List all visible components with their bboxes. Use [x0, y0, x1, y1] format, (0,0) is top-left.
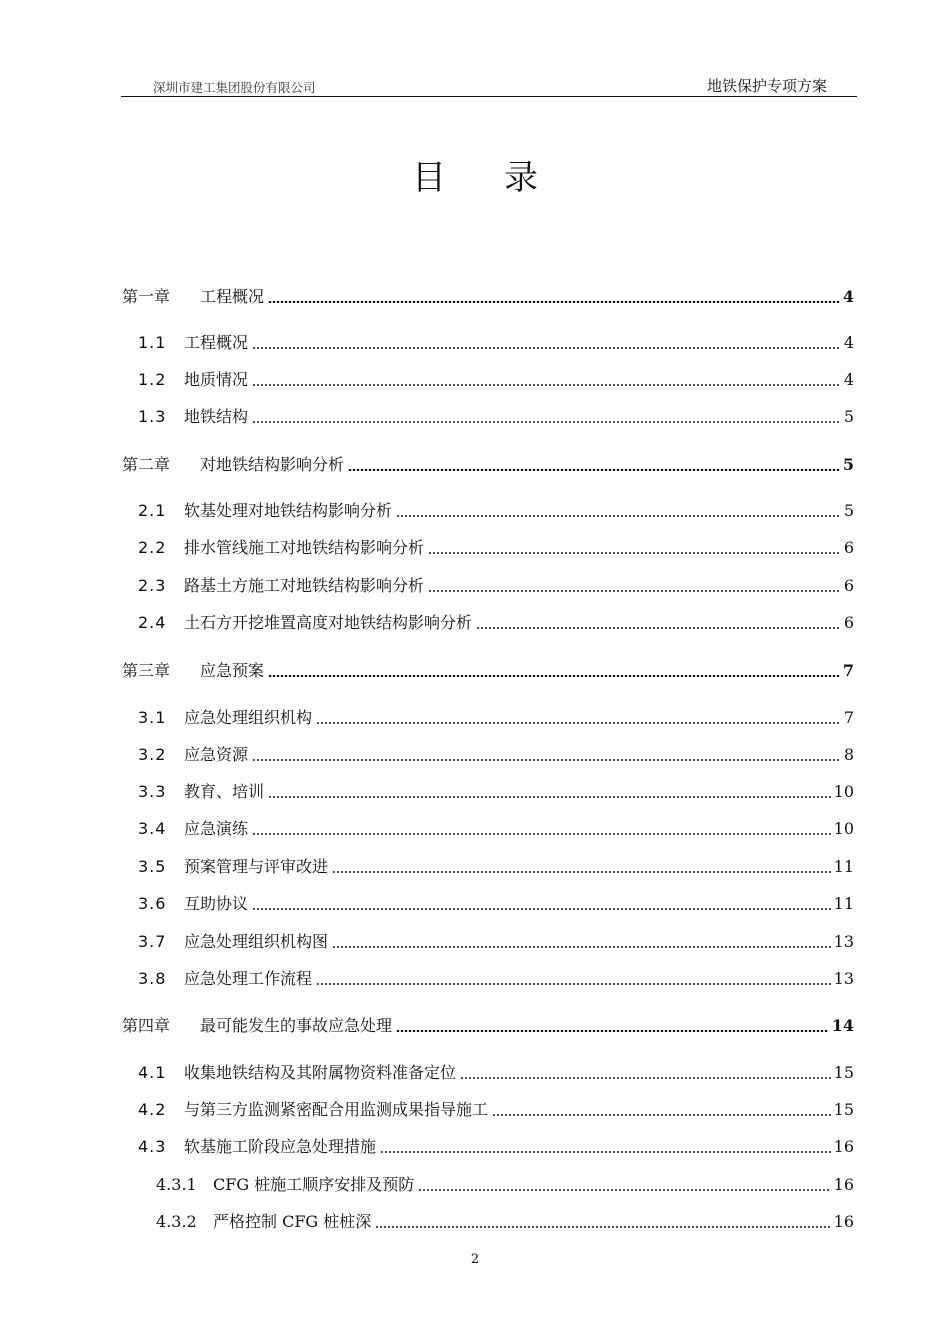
toc-subsection-entry[interactable]	[156, 1171, 854, 1195]
toc-dot-leader	[396, 1030, 829, 1032]
toc-dot-leader	[252, 384, 841, 386]
toc-entry-number: 第四章	[122, 1016, 171, 1035]
toc-entry-number: 3.8	[138, 969, 167, 988]
toc-entry-title: 路基土方施工对地铁结构影响分析	[184, 576, 425, 595]
toc-entry-number: 3.2	[138, 745, 167, 764]
toc-entry-title: 地质情况	[184, 370, 249, 389]
toc-dot-leader	[428, 552, 841, 554]
toc-entry-number: 3.5	[138, 857, 167, 876]
toc-entry-page: 13	[833, 932, 854, 951]
toc-dot-leader	[460, 1077, 831, 1079]
toc-entry-page: 16	[833, 1212, 854, 1231]
toc-section-entry[interactable]	[138, 329, 854, 353]
toc-entry-page: 4	[842, 287, 854, 306]
toc-entry-page: 14	[831, 1016, 854, 1035]
toc-entry-page: 8	[843, 745, 854, 764]
toc-section-entry[interactable]	[138, 572, 854, 596]
toc-title: 目录	[412, 158, 596, 198]
toc-entry-title: 应急演练	[184, 819, 249, 838]
toc-entry-page: 15	[833, 1063, 854, 1082]
toc-entry-number: 2.1	[138, 501, 167, 520]
toc-entry-number: 4.1	[138, 1063, 167, 1082]
toc-entry-page: 15	[833, 1100, 854, 1119]
toc-section-entry[interactable]	[138, 403, 854, 427]
toc-dot-leader	[268, 301, 840, 303]
toc-dot-leader	[332, 946, 831, 948]
toc-section-entry[interactable]	[138, 1096, 854, 1120]
toc-section-entry[interactable]	[138, 609, 854, 633]
toc-entry-number: 2.4	[138, 613, 167, 632]
toc-chapter-entry[interactable]	[122, 1012, 854, 1036]
toc-entry-number: 3.4	[138, 819, 167, 838]
toc-entry-title: 教育、培训	[184, 782, 265, 801]
toc-entry-page: 4	[843, 333, 854, 352]
toc-entry-number: 2.2	[138, 538, 167, 557]
toc-section-entry[interactable]	[138, 815, 854, 839]
toc-section-entry[interactable]	[138, 853, 854, 877]
toc-entry-page: 10	[833, 782, 854, 801]
toc-entry-page: 5	[843, 407, 854, 426]
toc-entry-page: 5	[843, 501, 854, 520]
toc-entry-title: 应急处理工作流程	[184, 969, 313, 988]
toc-section-entry[interactable]	[138, 534, 854, 558]
toc-chapter-entry[interactable]	[122, 451, 854, 475]
toc-entry-number: 第三章	[122, 661, 171, 680]
toc-entry-number: 4.2	[138, 1100, 167, 1119]
header-doc-title: 地铁保护专项方案	[706, 77, 827, 95]
toc-entry-title: 土石方开挖堆置高度对地铁结构影响分析	[184, 613, 473, 632]
toc-entry-page: 7	[843, 708, 854, 727]
toc-entry-page: 16	[833, 1137, 854, 1156]
toc-dot-leader	[316, 983, 831, 985]
toc-entry-title: 应急预案	[200, 661, 265, 680]
toc-section-entry[interactable]	[138, 778, 854, 802]
toc-section-entry[interactable]	[138, 366, 854, 390]
toc-entry-number: 第二章	[122, 455, 171, 474]
header-company: 深圳市建工集团股份有限公司	[153, 80, 316, 95]
toc-dot-leader	[396, 515, 841, 517]
toc-entry-page: 4	[843, 370, 854, 389]
toc-dot-leader	[492, 1114, 831, 1116]
toc-dot-leader	[268, 675, 840, 677]
toc-entry-number: 3.7	[138, 932, 167, 951]
toc-entry-number: 第一章	[122, 287, 171, 306]
toc-entry-title: 预案管理与评审改进	[184, 857, 329, 876]
toc-entry-title: CFG 桩施工顺序安排及预防	[213, 1175, 415, 1194]
toc-entry-page: 16	[833, 1175, 854, 1194]
toc-section-entry[interactable]	[138, 497, 854, 521]
toc-entry-title: 互助协议	[184, 894, 249, 913]
toc-entry-page: 6	[843, 576, 854, 595]
toc-entry-title: 软基施工阶段应急处理措施	[184, 1137, 377, 1156]
toc-dot-leader	[418, 1189, 830, 1191]
toc-entry-page: 6	[843, 538, 854, 557]
page-number: 2	[470, 1252, 480, 1267]
toc-section-entry[interactable]	[138, 965, 854, 989]
toc-dot-leader	[332, 871, 831, 873]
toc-entry-title: 与第三方监测紧密配合用监测成果指导施工	[184, 1100, 489, 1119]
toc-entry-number: 4.3.2	[156, 1212, 197, 1231]
toc-chapter-entry[interactable]	[122, 657, 854, 681]
toc-dot-leader	[316, 722, 841, 724]
toc-entry-title: 收集地铁结构及其附属物资料准备定位	[184, 1063, 457, 1082]
toc-section-entry[interactable]	[138, 1133, 854, 1157]
toc-entry-title: 最可能发生的事故应急处理	[200, 1016, 393, 1035]
toc-dot-leader	[428, 590, 841, 592]
toc-dot-leader	[380, 1151, 831, 1153]
toc-section-entry[interactable]	[138, 741, 854, 765]
toc-dot-leader	[375, 1226, 830, 1228]
toc-subsection-entry[interactable]	[156, 1208, 854, 1232]
toc-entry-title: 地铁结构	[184, 407, 249, 426]
toc-dot-leader	[252, 759, 841, 761]
toc-entry-title: 工程概况	[184, 333, 249, 352]
toc-section-entry[interactable]	[138, 1059, 854, 1083]
toc-entry-page: 10	[833, 819, 854, 838]
toc-dot-leader	[252, 908, 831, 910]
toc-section-entry[interactable]	[138, 890, 854, 914]
toc-entry-title: 应急资源	[184, 745, 249, 764]
toc-entry-number: 1.2	[138, 370, 167, 389]
toc-entry-page: 11	[833, 857, 854, 876]
toc-entry-title: 软基处理对地铁结构影响分析	[184, 501, 393, 520]
toc-entry-page: 6	[843, 613, 854, 632]
toc-entry-number: 4.3.1	[156, 1175, 197, 1194]
toc-dot-leader	[348, 469, 840, 471]
toc-entry-title: 工程概况	[200, 287, 265, 306]
toc-entry-page: 7	[842, 661, 854, 680]
toc-dot-leader	[476, 627, 841, 629]
toc-entry-title: 对地铁结构影响分析	[200, 455, 345, 474]
toc-entry-title: 排水管线施工对地铁结构影响分析	[184, 538, 425, 557]
toc-dot-leader	[252, 347, 841, 349]
toc-entry-number: 3.1	[138, 708, 167, 727]
toc-dot-leader	[252, 421, 841, 423]
toc-dot-leader	[268, 796, 831, 798]
toc-entry-number: 2.3	[138, 576, 167, 595]
toc-entry-number: 1.3	[138, 407, 167, 426]
toc-entry-page: 5	[842, 455, 854, 474]
toc-entry-number: 4.3	[138, 1137, 167, 1156]
toc-entry-number: 3.6	[138, 894, 167, 913]
toc-entry-page: 13	[833, 969, 854, 988]
toc-entry-title: 应急处理组织机构	[184, 708, 313, 727]
toc-entry-title: 严格控制 CFG 桩桩深	[213, 1212, 372, 1231]
toc-section-entry[interactable]	[138, 704, 854, 728]
toc-entry-number: 3.3	[138, 782, 167, 801]
toc-entry-page: 11	[833, 894, 854, 913]
toc-entry-number: 1.1	[138, 333, 167, 352]
toc-dot-leader	[252, 833, 831, 835]
toc-section-entry[interactable]	[138, 928, 854, 952]
toc-entry-title: 应急处理组织机构图	[184, 932, 329, 951]
toc-chapter-entry[interactable]	[122, 283, 854, 307]
